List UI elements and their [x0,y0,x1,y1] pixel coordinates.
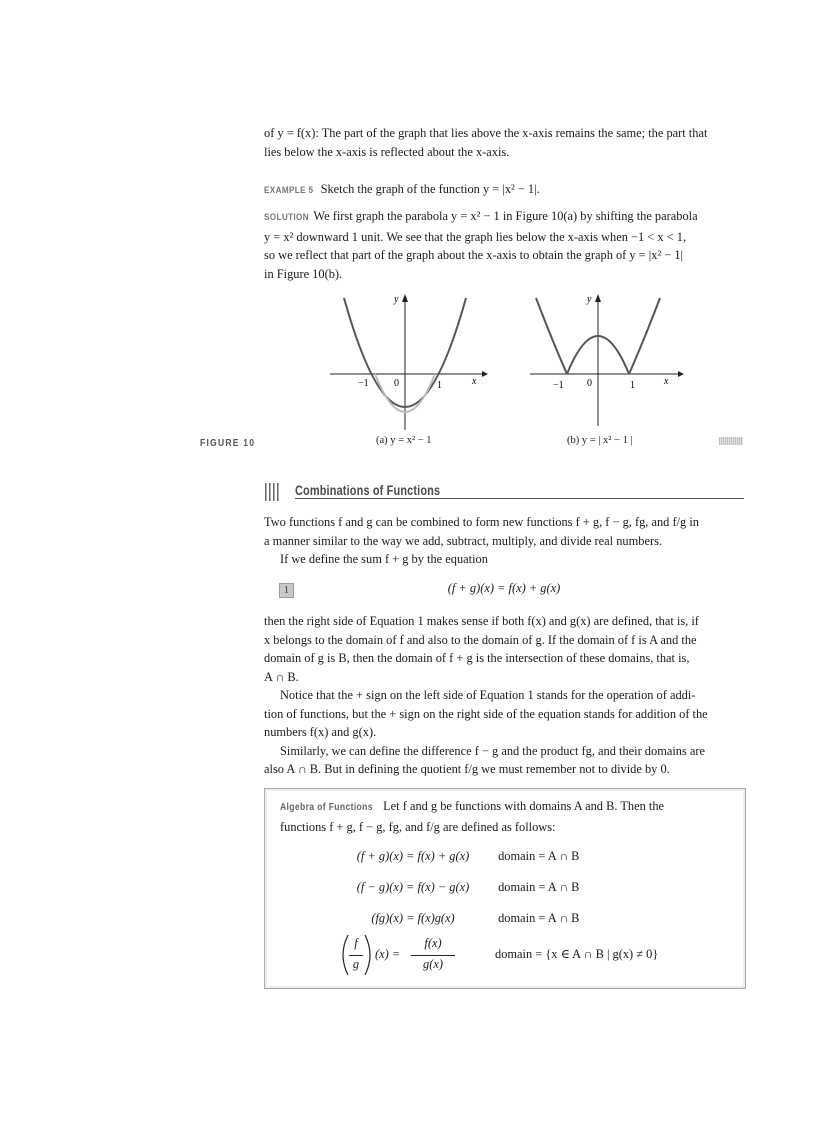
quotient-g: g [352,957,360,971]
body-p3 [264,612,744,779]
body-line: also A ∩ B. But in defining the quotient f/g we must remember not to divide by 0. [264,762,670,776]
tick-label-pos: 1 [437,380,442,391]
tick-label-neg: −1 [553,380,564,391]
decorative-tab [719,437,743,445]
algebra-box [264,788,746,989]
algebra-domain: domain = A ∩ B [498,911,580,925]
section-title: Combinations of Functions [295,482,441,498]
body-line: domain of g is B, then the domain of f + g is the intersection of these domains, that is, [264,651,690,665]
body-p1 [264,513,744,569]
example-label: EXAMPLE 5 [264,185,314,196]
intro-paragraph [264,124,744,161]
equation-number: 1 [279,583,294,598]
algebra-intro [280,797,720,836]
body-line: numbers f(x) and g(x). [264,725,377,739]
algebra-quotient-row [331,933,751,977]
caption-b: (b) y = | x² − 1 | [567,435,633,446]
figure-label: FIGURE 10 [200,438,256,449]
body-line: If we define the sum f + g by the equation [280,552,488,566]
body-line: Similarly, we can define the difference f − g and the product fg, and their domains are [280,743,706,758]
section-heading [264,481,744,501]
tick-label-pos: 1 [630,380,635,391]
algebra-domain: domain = A ∩ B [498,849,580,863]
solution-line: so we reflect that part of the graph about the x-axis to obtain the graph of y = |x² − 1| [264,248,684,262]
tick-label-zero: 0 [394,378,399,389]
quotient-domain: domain = {x ∈ A ∩ B | g(x) ≠ 0} [495,947,659,961]
body-line: tion of functions, but the + sign on the right side of the equation stands for addition of the [264,706,708,721]
quotient-f: f [354,936,358,950]
algebra-intro-line: functions f + g, f − g, fg, and f/g are defined as follows: [280,819,556,834]
quotient-den: g(x) [423,957,443,971]
algebra-row [331,909,731,928]
tick-label-neg: −1 [358,378,369,389]
example-heading [264,180,744,201]
figure-a [330,290,490,430]
solution-line: We first graph the parabola y = x² − 1 in Figure 10(a) by shifting the parabola [313,209,698,223]
body-line: Two functions f and g can be combined to form new functions f + g, f − g, fg, and f/g in [264,515,699,529]
algebra-intro-line: Let f and g be functions with domains A and B. Then the [383,799,665,813]
section-rule [295,498,744,499]
quotient-x: (x) = [375,947,401,961]
algebra-formula: (f − g)(x) = f(x) − g(x) [356,880,470,894]
algebra-title: Algebra of Functions [280,802,373,813]
equation-1: (f + g)(x) = f(x) + g(x) [447,581,561,595]
body-line: x belongs to the domain of f and also to the domain of g. If the domain of f is A and the [264,632,697,647]
solution-label: SOLUTION [264,212,309,223]
algebra-row [331,847,731,866]
x-axis-label: x [664,376,669,387]
x-axis-arrow [482,371,488,377]
graph-a [330,290,490,430]
y-axis-label: y [394,294,399,305]
graph-b [526,290,686,430]
body-line: a manner similar to the way we add, subtract, multiply, and divide real numbers. [264,533,662,548]
body-line: A ∩ B. [264,669,299,684]
algebra-domain: domain = A ∩ B [498,880,580,894]
x-axis-arrow [678,371,684,377]
tick-label-zero: 0 [587,378,592,389]
section-bars-icon [264,483,284,503]
y-axis-arrow [595,294,601,302]
y-axis-arrow [402,294,408,302]
intro-line: lies below the x-axis is reflected about the x-axis. [264,144,510,159]
graph-left-branch [536,298,567,374]
caption-a: (a) y = x² − 1 [376,435,432,446]
body-line: then the right side of Equation 1 makes sense if both f(x) and g(x) are defined, that is, if [264,614,699,628]
y-axis-label: y [587,294,592,305]
example-text: Sketch the graph of the function y = |x² − 1|. [320,182,540,196]
figure-b [526,290,686,430]
algebra-formula: (f + g)(x) = f(x) + g(x) [356,849,470,863]
algebra-row [331,878,731,897]
graph-right-branch [629,298,660,374]
solution-line: y = x² downward 1 unit. We see that the graph lies below the x-axis when −1 < x < 1, [264,229,687,244]
solution-line: in Figure 10(b). [264,266,343,281]
x-axis-label: x [472,376,477,387]
algebra-formula: (fg)(x) = f(x)g(x) [371,911,455,925]
quotient-num: f(x) [424,936,442,950]
body-line: Notice that the + sign on the left side of Equation 1 stands for the operation of addi- [280,688,696,702]
figure-label-wrap [200,433,264,454]
solution-paragraph [264,207,744,283]
intro-line: of y = f(x): The part of the graph that lies above the x-axis remains the same; the part that [264,126,708,140]
